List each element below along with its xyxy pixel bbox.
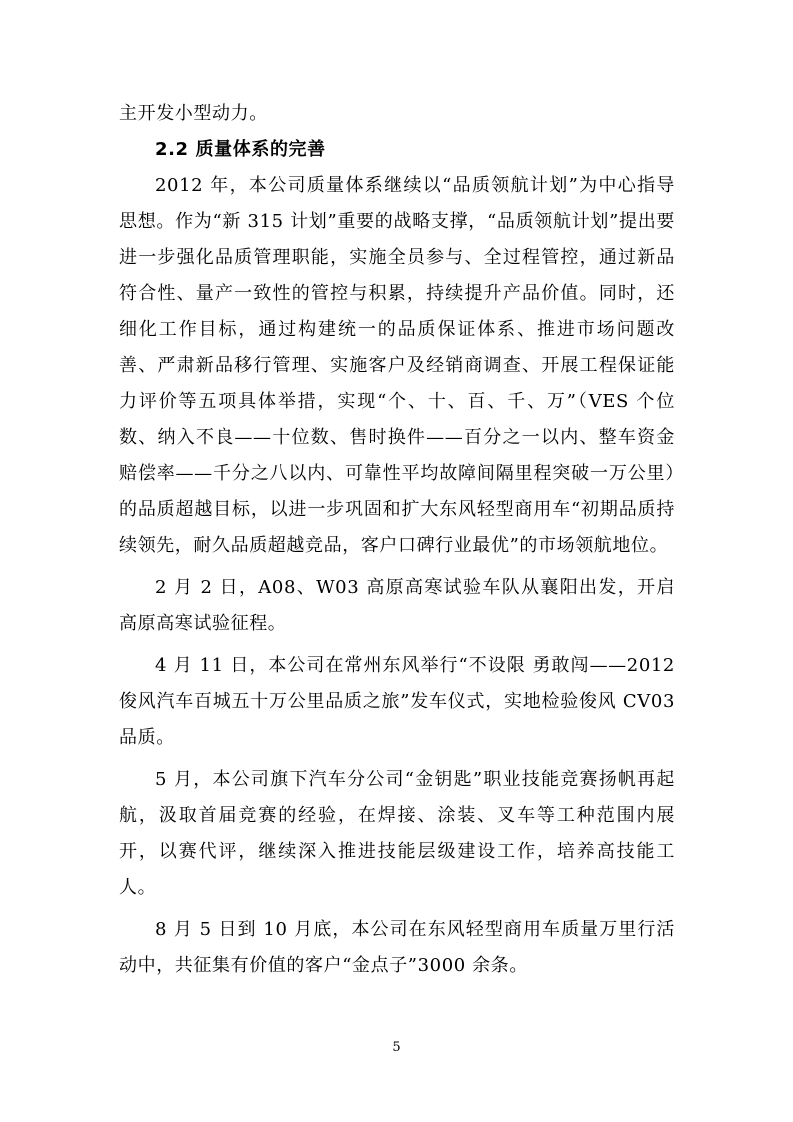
section-heading: 2.2 质量体系的完善 (155, 139, 326, 160)
paragraph-customer-ideas: 8 月 5 日到 10 月底，本公司在东风轻型商用车质量万里行活动中，共征集有价值的客户“金点子”3000 余条。 (119, 919, 675, 976)
page-body (119, 96, 675, 984)
paragraph-skills-competition: 5 月，本公司旗下汽车分公司“金钥匙”职业技能竞赛扬帆再起航，汲取首届竞赛的经验，在焊接、涂装、叉车等工种范围内展开，以赛代评，继续深入推进技能层级建设工作，培养高技能工人。 (119, 769, 675, 898)
page-number: 5 (392, 1040, 401, 1055)
paragraph-quality-tour: 4 月 11 日，本公司在常州东风举行“不设限 勇敢闯——2012 俊风汽车百城五十万公里品质之旅”发车仪式，实地检验俊风 CV03 品质。 (119, 655, 675, 748)
paragraph-quality-plan: 2012 年，本公司质量体系继续以“品质领航计划”为中心指导思想。作为“新 315 计划”重要的战略支撑，“品质领航计划”提出要进一步强化品质管理职能，实施全员参与、全过程管控，通过新品符合性、量产一致性的管控与积累，持续提升产品价值。同时，还细化工作目标，通过构建统一的品质保证体系、推进市场问题改善、严肃新品移行管理、实施客户及经销商调查、开展工程保证能力评价等五项具体举措，实现“个、十、百、千、万”（VES 个位数、纳入不良——十位数、售时换件——百分之一以内、整车资金赔偿率——千分之八以内、可靠性平均故障间隔里程突破一万公里）的品质超越目标，以进一步巩固和扩大东风轻型商用车“初期品质持续领先，耐久品质超越竞品，客户口碑行业最优”的市场领航地位。 (119, 175, 675, 556)
paragraph-plateau-test: 2 月 2 日，A08、W03 高原高寒试验车队从襄阳出发，开启高原高寒试验征程。 (119, 577, 675, 634)
continuation-paragraph: 主开发小型动力。 (119, 103, 268, 124)
